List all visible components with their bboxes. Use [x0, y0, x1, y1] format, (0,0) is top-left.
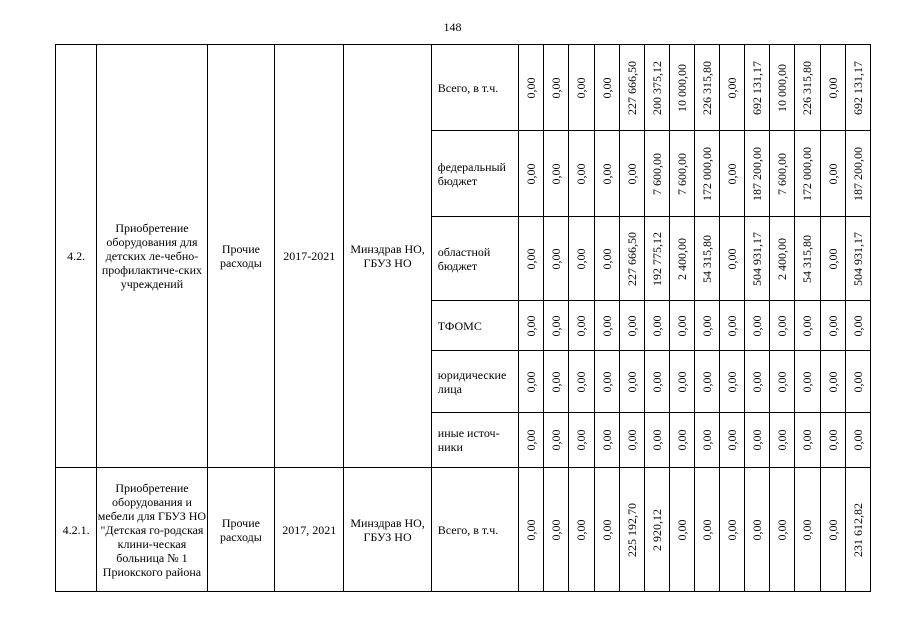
value-cell: 0,00 — [820, 468, 845, 592]
value-cell: 0,00 — [820, 301, 845, 351]
value-cell: 0,00 — [619, 413, 644, 468]
expense-type: Прочие расходы — [207, 45, 274, 468]
value-cell: 0,00 — [544, 45, 569, 131]
value-cell: 0,00 — [644, 301, 669, 351]
value-cell: 172 000,00 — [795, 131, 820, 217]
value-cell: 187 200,00 — [745, 131, 770, 217]
value-cell: 0,00 — [519, 301, 544, 351]
value-cell: 0,00 — [569, 45, 594, 131]
value-cell: 504 931,17 — [745, 217, 770, 301]
value-cell: 0,00 — [795, 301, 820, 351]
value-cell: 0,00 — [594, 351, 619, 413]
value-cell: 226 315,80 — [694, 45, 719, 131]
funding-source: юридические лица — [431, 351, 518, 413]
value-cell: 0,00 — [694, 301, 719, 351]
executor: Минздрав НО, ГБУЗ НО — [344, 45, 431, 468]
value-cell: 0,00 — [795, 413, 820, 468]
value-cell: 54 315,80 — [694, 217, 719, 301]
value-cell: 200 375,12 — [644, 45, 669, 131]
item-name: Приобретение оборудования для детских ле-чебно-профилактиче-ских учреждений — [97, 45, 208, 468]
value-cell: 0,00 — [720, 301, 745, 351]
expense-type: Прочие расходы — [207, 468, 274, 592]
value-cell: 226 315,80 — [795, 45, 820, 131]
value-cell: 0,00 — [770, 468, 795, 592]
value-cell: 0,00 — [770, 413, 795, 468]
item-number: 4.2.1. — [56, 468, 97, 592]
value-cell: 0,00 — [594, 131, 619, 217]
value-cell: 225 192,70 — [619, 468, 644, 592]
value-cell: 0,00 — [820, 413, 845, 468]
value-cell: 692 131,17 — [745, 45, 770, 131]
value-cell: 0,00 — [519, 45, 544, 131]
item-name: Приобретение оборудования и мебели для ГБУЗ НО "Детская го-родская клини-ческая больница № 1 Приокского района — [97, 468, 208, 592]
table-row — [56, 468, 871, 592]
funding-source: ТФОМС — [431, 301, 518, 351]
value-cell: 192 775,12 — [644, 217, 669, 301]
value-cell: 0,00 — [619, 301, 644, 351]
value-cell: 0,00 — [594, 413, 619, 468]
value-cell: 504 931,17 — [845, 217, 870, 301]
value-cell: 0,00 — [569, 351, 594, 413]
value-cell: 0,00 — [519, 468, 544, 592]
value-cell: 0,00 — [820, 45, 845, 131]
funding-source: Всего, в т.ч. — [431, 468, 518, 592]
item-number: 4.2. — [56, 45, 97, 468]
funding-source: областной бюджет — [431, 217, 518, 301]
value-cell: 0,00 — [669, 468, 694, 592]
value-cell: 0,00 — [644, 413, 669, 468]
value-cell: 54 315,80 — [795, 217, 820, 301]
value-cell: 0,00 — [594, 301, 619, 351]
value-cell: 0,00 — [669, 301, 694, 351]
value-cell: 0,00 — [644, 351, 669, 413]
value-cell: 0,00 — [745, 468, 770, 592]
value-cell: 227 666,50 — [619, 217, 644, 301]
value-cell: 0,00 — [820, 351, 845, 413]
value-cell: 2 400,00 — [770, 217, 795, 301]
value-cell: 0,00 — [569, 301, 594, 351]
value-cell: 0,00 — [594, 468, 619, 592]
value-cell: 0,00 — [519, 413, 544, 468]
value-cell: 0,00 — [720, 45, 745, 131]
value-cell: 172 000,00 — [694, 131, 719, 217]
value-cell: 0,00 — [544, 351, 569, 413]
value-cell: 0,00 — [594, 45, 619, 131]
value-cell: 0,00 — [519, 131, 544, 217]
value-cell: 0,00 — [795, 468, 820, 592]
value-cell: 0,00 — [845, 413, 870, 468]
value-cell: 0,00 — [845, 301, 870, 351]
value-cell: 0,00 — [619, 131, 644, 217]
value-cell: 231 612,82 — [845, 468, 870, 592]
value-cell: 0,00 — [544, 301, 569, 351]
value-cell: 0,00 — [745, 301, 770, 351]
value-cell: 0,00 — [519, 217, 544, 301]
value-cell: 0,00 — [820, 131, 845, 217]
value-cell: 0,00 — [569, 217, 594, 301]
table-row — [56, 45, 871, 131]
value-cell: 0,00 — [694, 468, 719, 592]
value-cell: 227 666,50 — [619, 45, 644, 131]
value-cell: 0,00 — [720, 468, 745, 592]
value-cell: 10 000,00 — [669, 45, 694, 131]
value-cell: 7 600,00 — [644, 131, 669, 217]
value-cell: 0,00 — [845, 351, 870, 413]
value-cell: 0,00 — [720, 351, 745, 413]
value-cell: 0,00 — [770, 301, 795, 351]
funding-source: федеральный бюджет — [431, 131, 518, 217]
value-cell: 0,00 — [720, 131, 745, 217]
value-cell: 0,00 — [519, 351, 544, 413]
value-cell: 0,00 — [694, 351, 719, 413]
page-number: 148 — [443, 20, 462, 34]
value-cell: 692 131,17 — [845, 45, 870, 131]
value-cell: 0,00 — [694, 413, 719, 468]
value-cell: 0,00 — [770, 351, 795, 413]
value-cell: 0,00 — [569, 413, 594, 468]
value-cell: 0,00 — [669, 351, 694, 413]
funding-source: иные источ-ники — [431, 413, 518, 468]
value-cell: 0,00 — [745, 351, 770, 413]
value-cell: 7 600,00 — [669, 131, 694, 217]
value-cell: 0,00 — [720, 413, 745, 468]
value-cell: 0,00 — [619, 351, 644, 413]
value-cell: 2 400,00 — [669, 217, 694, 301]
funding-source: Всего, в т.ч. — [431, 45, 518, 131]
value-cell: 7 600,00 — [770, 131, 795, 217]
value-cell: 0,00 — [720, 217, 745, 301]
value-cell: 0,00 — [669, 413, 694, 468]
period: 2017-2021 — [275, 45, 344, 468]
value-cell: 0,00 — [544, 131, 569, 217]
value-cell: 2 920,12 — [644, 468, 669, 592]
value-cell: 0,00 — [820, 217, 845, 301]
value-cell: 0,00 — [544, 468, 569, 592]
period: 2017, 2021 — [275, 468, 344, 592]
value-cell: 0,00 — [569, 131, 594, 217]
value-cell: 0,00 — [569, 468, 594, 592]
value-cell: 10 000,00 — [770, 45, 795, 131]
executor: Минздрав НО, ГБУЗ НО — [344, 468, 431, 592]
value-cell: 0,00 — [594, 217, 619, 301]
value-cell: 187 200,00 — [845, 131, 870, 217]
value-cell: 0,00 — [544, 217, 569, 301]
value-cell: 0,00 — [795, 351, 820, 413]
value-cell: 0,00 — [745, 413, 770, 468]
value-cell: 0,00 — [544, 413, 569, 468]
budget-table — [55, 44, 871, 592]
